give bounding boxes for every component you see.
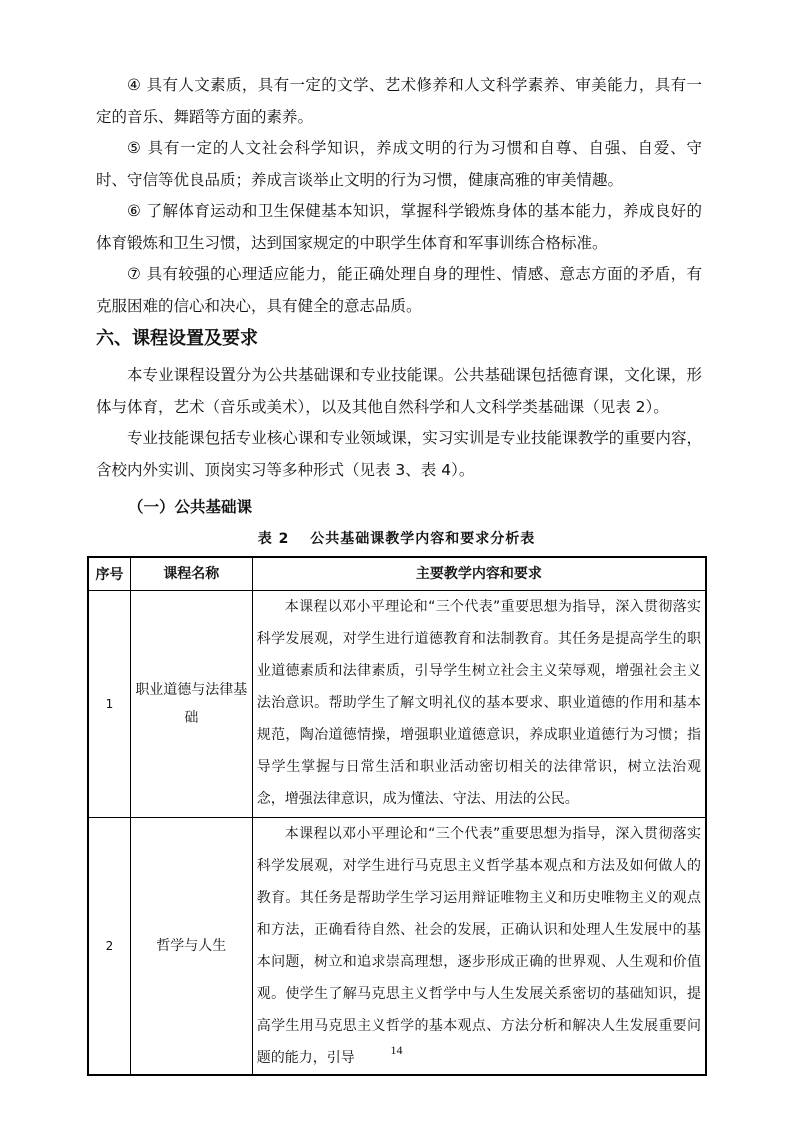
course-content: 本课程以邓小平理论和“三个代表”重要思想为指导，深入贯彻落实科学发展观，对学生进行马克思主义哲学基本观点和方法及如何做人的教育。其任务是帮助学生学习运用辩证唯物主义和历史唯物主义的观点和方法，正确看待自然、社会的发展，正确认识和处理人生发展中的基本问题，树立和追求崇高理想，逐步形成正确的世界观、人生观和价值观。使学生了解马克思主义哲学中与人生发展关系密切的基础知识，提高学生用马克思主义哲学的基本观点、方法分析和解决人生发展重要问题的能力，引导	[252, 818, 706, 1076]
table-caption: 表 2 公共基础课教学内容和要求分析表	[257, 531, 536, 547]
header-name: 课程名称	[130, 557, 252, 591]
table-row	[88, 591, 706, 818]
section-paragraph-2: 专业技能课包括专业核心课和专业领域课，实习实训是专业技能课教学的重要内容，含校内外实训、顶岗实习等多种形式（见表 3、表 4）。	[96, 429, 702, 479]
page-number: 14	[390, 1043, 403, 1057]
table-header-row	[88, 557, 706, 591]
table-row	[88, 818, 706, 1076]
header-content: 主要教学内容和要求	[252, 557, 706, 591]
row-number: 2	[88, 818, 130, 1076]
objective-item-4: ④ 具有人文素质，具有一定的文学、艺术修养和人文科学素养、审美能力，具有一定的音乐、舞蹈等方面的素养。	[96, 76, 702, 126]
course-table	[87, 556, 707, 1076]
course-name: 哲学与人生	[130, 818, 252, 1076]
section-paragraph-1: 本专业课程设置分为公共基础课和专业技能课。公共基础课包括德育课，文化课，形体与体育，艺术（音乐或美术），以及其他自然科学和人文科学类基础课（见表 2）。	[96, 366, 702, 416]
header-no: 序号	[88, 557, 130, 591]
objective-item-5: ⑤ 具有一定的人文社会科学知识，养成文明的行为习惯和自尊、自强、自爱、守时、守信等优良品质；养成言谈举止文明的行为习惯，健康高雅的审美情趣。	[96, 139, 702, 189]
row-number: 1	[88, 591, 130, 818]
objective-item-7: ⑦ 具有较强的心理适应能力，能正确处理自身的理性、情感、意志方面的矛盾，有克服困难的信心和决心，具有健全的意志品质。	[96, 265, 702, 315]
course-name: 职业道德与法律基础	[130, 591, 252, 818]
objective-item-6: ⑥ 了解体育运动和卫生保健基本知识，掌握科学锻炼身体的基本能力，养成良好的体育锻炼和卫生习惯，达到国家规定的中职学生体育和军事训练合格标准。	[96, 202, 702, 252]
section-heading: 六、课程设置及要求	[96, 328, 258, 349]
course-content: 本课程以邓小平理论和“三个代表”重要思想为指导，深入贯彻落实科学发展观，对学生进行道德教育和法制教育。其任务是提高学生的职业道德素质和法律素质，引导学生树立社会主义荣辱观，增强社会主义法治意识。帮助学生了解文明礼仪的基本要求、职业道德的作用和基本规范，陶冶道德情操，增强职业道德意识，养成职业道德行为习惯；指导学生掌握与日常生活和职业活动密切相关的法律常识，树立法治观念，增强法律意识，成为懂法、守法、用法的公民。	[252, 591, 706, 818]
subsection-heading: （一）公共基础课	[128, 498, 253, 516]
